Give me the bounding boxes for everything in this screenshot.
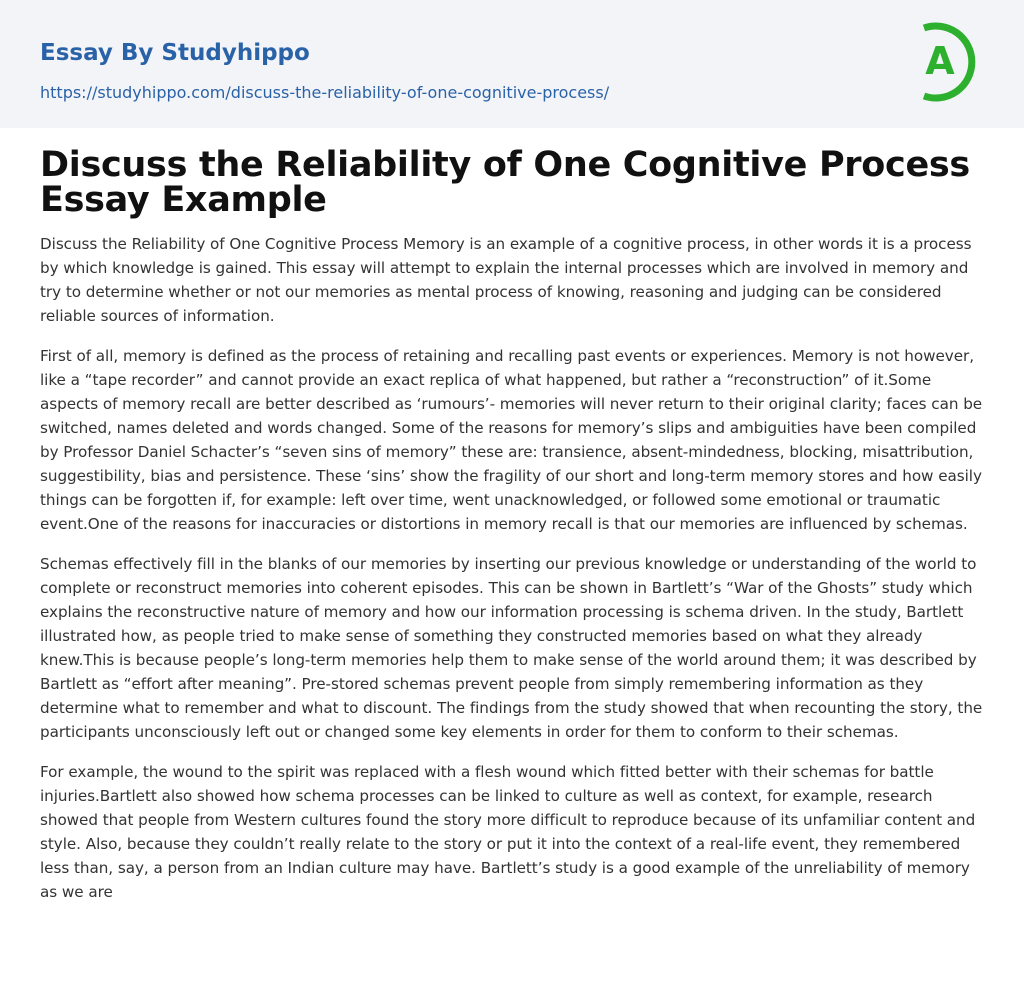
article-paragraph-2: First of all, memory is defined as the process of retaining and recalling past events or experiences. Memory is not however, like a “tape recorder” and cannot provide an exact replica of what happened, but rather a “reconstruction” of it.Some aspects of memory recall are better described as ‘rumours’- memories will never return to their original clarity; faces can be switched, names deleted and words changed. Some of the reasons for memory’s slips and ambiguities have been compiled by Professor Daniel Schacter’s “seven sins of memory” these are: transience, absent-mindedness, blocking, misattribution, suggestibility, bias and persistence. These ‘sins’ show the fragility of our short and long-term memory stores and how easily things can be forgotten if, for example: left over time, went unacknowledged, or followed some emotional or traumatic event.One of the reasons for inaccuracies or distortions in memory recall is that our memories are influenced by schemas.	[40, 347, 983, 533]
article-paragraph-3: Schemas effectively fill in the blanks of our memories by inserting our previous knowledge or understanding of the world to complete or reconstruct memories into coherent episodes. This can be shown in Bartlett’s “War of the Ghosts” study which explains the reconstructive nature of memory and how our information processing is schema driven. In the study, Bartlett illustrated how, as people tried to make sense of something they constructed memories based on what they already knew.This is because people’s long-term memories help them to make sense of the world around them; it was described by Bartlett as “effort after meaning”. Pre-stored schemas prevent people from simply remembering information as they determine what to remember and what to discount. The findings from the study showed that when recounting the story, the participants unconsciously left out or changed some key elements in order for them to conform to their schemas.	[40, 555, 983, 741]
site-header	[0, 0, 1024, 128]
article-content	[0, 128, 1024, 904]
article-paragraph-4: For example, the wound to the spirit was replaced with a flesh wound which fitted better with their schemas for battle injuries.Bartlett also showed how schema processes can be linked to culture as well as context, for example, research showed that people from Western cultures found the story more difficult to reproduce because of its unfamiliar content and style. Also, because they couldn’t really relate to the story or put it into the context of a real-life event, they remembered less than, say, a person from an Indian culture may have. Bartlett’s study is a good example of the unreliability of memory as we are	[40, 763, 976, 901]
logo-letter: A	[925, 39, 955, 83]
page-url-link[interactable]: https://studyhippo.com/discuss-the-reliability-of-one-cognitive-process/	[40, 83, 610, 102]
article-paragraph-1: Discuss the Reliability of One Cognitive Process Memory is an example of a cognitive process, in other words it is a process by which knowledge is gained. This essay will attempt to explain the internal processes which are involved in memory and try to determine whether or not our memories as mental process of knowing, reasoning and judging can be considered reliable sources of information.	[40, 235, 972, 325]
page-title: Discuss the Reliability of One Cognitive Process Essay Example	[40, 145, 970, 220]
studyhippo-logo-icon[interactable]	[910, 18, 988, 106]
site-brand[interactable]: Essay By Studyhippo	[40, 40, 310, 66]
